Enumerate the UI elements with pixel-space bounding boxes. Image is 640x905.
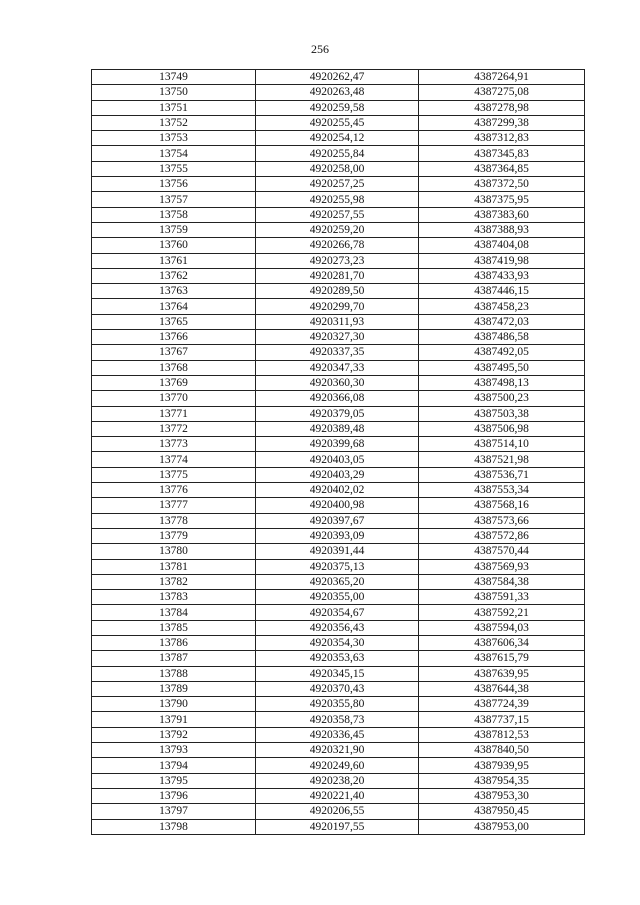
table-row <box>92 712 585 727</box>
point-number-cell: 13792 <box>92 727 256 742</box>
x-coordinate-cell: 4920262,47 <box>256 70 419 85</box>
table-row <box>92 238 585 253</box>
x-coordinate-cell: 4920375,13 <box>256 559 419 574</box>
x-coordinate-cell: 4920299,70 <box>256 299 419 314</box>
point-number-cell: 13753 <box>92 131 256 146</box>
table-row <box>92 131 585 146</box>
point-number-cell: 13786 <box>92 635 256 650</box>
y-coordinate-cell: 4387433,93 <box>419 268 585 283</box>
point-number-cell: 13795 <box>92 773 256 788</box>
coordinates-table-body <box>92 70 585 835</box>
point-number-cell: 13798 <box>92 819 256 834</box>
table-row <box>92 620 585 635</box>
table-row <box>92 207 585 222</box>
table-row <box>92 375 585 390</box>
point-number-cell: 13762 <box>92 268 256 283</box>
x-coordinate-cell: 4920255,45 <box>256 115 419 130</box>
y-coordinate-cell: 4387553,34 <box>419 483 585 498</box>
table-row <box>92 513 585 528</box>
table-row <box>92 528 585 543</box>
table-row <box>92 85 585 100</box>
point-number-cell: 13783 <box>92 590 256 605</box>
point-number-cell: 13751 <box>92 100 256 115</box>
x-coordinate-cell: 4920336,45 <box>256 727 419 742</box>
y-coordinate-cell: 4387472,03 <box>419 314 585 329</box>
y-coordinate-cell: 4387458,23 <box>419 299 585 314</box>
table-row <box>92 651 585 666</box>
x-coordinate-cell: 4920354,67 <box>256 605 419 620</box>
table-row <box>92 773 585 788</box>
x-coordinate-cell: 4920238,20 <box>256 773 419 788</box>
table-row <box>92 161 585 176</box>
x-coordinate-cell: 4920365,20 <box>256 574 419 589</box>
point-number-cell: 13750 <box>92 85 256 100</box>
point-number-cell: 13761 <box>92 253 256 268</box>
table-row <box>92 330 585 345</box>
point-number-cell: 13756 <box>92 177 256 192</box>
y-coordinate-cell: 4387506,98 <box>419 421 585 436</box>
y-coordinate-cell: 4387737,15 <box>419 712 585 727</box>
x-coordinate-cell: 4920354,30 <box>256 635 419 650</box>
x-coordinate-cell: 4920249,60 <box>256 758 419 773</box>
y-coordinate-cell: 4387419,98 <box>419 253 585 268</box>
x-coordinate-cell: 4920254,12 <box>256 131 419 146</box>
y-coordinate-cell: 4387812,53 <box>419 727 585 742</box>
point-number-cell: 13790 <box>92 697 256 712</box>
y-coordinate-cell: 4387584,38 <box>419 574 585 589</box>
table-row <box>92 253 585 268</box>
point-number-cell: 13789 <box>92 681 256 696</box>
x-coordinate-cell: 4920289,50 <box>256 284 419 299</box>
point-number-cell: 13774 <box>92 452 256 467</box>
y-coordinate-cell: 4387570,44 <box>419 544 585 559</box>
point-number-cell: 13775 <box>92 467 256 482</box>
y-coordinate-cell: 4387536,71 <box>419 467 585 482</box>
y-coordinate-cell: 4387568,16 <box>419 498 585 513</box>
x-coordinate-cell: 4920266,78 <box>256 238 419 253</box>
x-coordinate-cell: 4920273,23 <box>256 253 419 268</box>
x-coordinate-cell: 4920327,30 <box>256 330 419 345</box>
y-coordinate-cell: 4387372,50 <box>419 177 585 192</box>
table-row <box>92 437 585 452</box>
x-coordinate-cell: 4920257,55 <box>256 207 419 222</box>
x-coordinate-cell: 4920370,43 <box>256 681 419 696</box>
table-row <box>92 590 585 605</box>
x-coordinate-cell: 4920255,84 <box>256 146 419 161</box>
point-number-cell: 13776 <box>92 483 256 498</box>
point-number-cell: 13782 <box>92 574 256 589</box>
y-coordinate-cell: 4387514,10 <box>419 437 585 452</box>
x-coordinate-cell: 4920257,25 <box>256 177 419 192</box>
x-coordinate-cell: 4920353,63 <box>256 651 419 666</box>
y-coordinate-cell: 4387492,05 <box>419 345 585 360</box>
point-number-cell: 13749 <box>92 70 256 85</box>
point-number-cell: 13754 <box>92 146 256 161</box>
point-number-cell: 13767 <box>92 345 256 360</box>
x-coordinate-cell: 4920337,35 <box>256 345 419 360</box>
x-coordinate-cell: 4920263,48 <box>256 85 419 100</box>
x-coordinate-cell: 4920321,90 <box>256 743 419 758</box>
y-coordinate-cell: 4387498,13 <box>419 375 585 390</box>
y-coordinate-cell: 4387264,91 <box>419 70 585 85</box>
x-coordinate-cell: 4920347,33 <box>256 360 419 375</box>
x-coordinate-cell: 4920259,58 <box>256 100 419 115</box>
table-row <box>92 574 585 589</box>
y-coordinate-cell: 4387592,21 <box>419 605 585 620</box>
point-number-cell: 13759 <box>92 222 256 237</box>
x-coordinate-cell: 4920356,43 <box>256 620 419 635</box>
point-number-cell: 13764 <box>92 299 256 314</box>
point-number-cell: 13793 <box>92 743 256 758</box>
y-coordinate-cell: 4387569,93 <box>419 559 585 574</box>
x-coordinate-cell: 4920391,44 <box>256 544 419 559</box>
x-coordinate-cell: 4920221,40 <box>256 788 419 803</box>
point-number-cell: 13763 <box>92 284 256 299</box>
table-row <box>92 299 585 314</box>
y-coordinate-cell: 4387375,95 <box>419 192 585 207</box>
x-coordinate-cell: 4920393,09 <box>256 528 419 543</box>
x-coordinate-cell: 4920311,93 <box>256 314 419 329</box>
x-coordinate-cell: 4920355,00 <box>256 590 419 605</box>
y-coordinate-cell: 4387503,38 <box>419 406 585 421</box>
point-number-cell: 13794 <box>92 758 256 773</box>
point-number-cell: 13788 <box>92 666 256 681</box>
y-coordinate-cell: 4387573,66 <box>419 513 585 528</box>
table-row <box>92 697 585 712</box>
point-number-cell: 13791 <box>92 712 256 727</box>
point-number-cell: 13769 <box>92 375 256 390</box>
y-coordinate-cell: 4387840,50 <box>419 743 585 758</box>
x-coordinate-cell: 4920366,08 <box>256 391 419 406</box>
table-row <box>92 483 585 498</box>
x-coordinate-cell: 4920399,68 <box>256 437 419 452</box>
table-row <box>92 115 585 130</box>
y-coordinate-cell: 4387724,39 <box>419 697 585 712</box>
y-coordinate-cell: 4387615,79 <box>419 651 585 666</box>
x-coordinate-cell: 4920355,80 <box>256 697 419 712</box>
point-number-cell: 13765 <box>92 314 256 329</box>
y-coordinate-cell: 4387275,08 <box>419 85 585 100</box>
point-number-cell: 13755 <box>92 161 256 176</box>
y-coordinate-cell: 4387495,50 <box>419 360 585 375</box>
x-coordinate-cell: 4920358,73 <box>256 712 419 727</box>
y-coordinate-cell: 4387950,45 <box>419 804 585 819</box>
y-coordinate-cell: 4387345,83 <box>419 146 585 161</box>
point-number-cell: 13778 <box>92 513 256 528</box>
point-number-cell: 13768 <box>92 360 256 375</box>
table-row <box>92 758 585 773</box>
table-row <box>92 360 585 375</box>
table-row <box>92 681 585 696</box>
point-number-cell: 13760 <box>92 238 256 253</box>
point-number-cell: 13771 <box>92 406 256 421</box>
x-coordinate-cell: 4920402,02 <box>256 483 419 498</box>
table-row <box>92 314 585 329</box>
point-number-cell: 13757 <box>92 192 256 207</box>
table-row <box>92 345 585 360</box>
point-number-cell: 13773 <box>92 437 256 452</box>
table-row <box>92 100 585 115</box>
x-coordinate-cell: 4920379,05 <box>256 406 419 421</box>
y-coordinate-cell: 4387939,95 <box>419 758 585 773</box>
table-row <box>92 804 585 819</box>
x-coordinate-cell: 4920345,15 <box>256 666 419 681</box>
table-row <box>92 70 585 85</box>
y-coordinate-cell: 4387364,85 <box>419 161 585 176</box>
point-number-cell: 13772 <box>92 421 256 436</box>
table-row <box>92 544 585 559</box>
y-coordinate-cell: 4387953,30 <box>419 788 585 803</box>
table-row <box>92 727 585 742</box>
y-coordinate-cell: 4387312,83 <box>419 131 585 146</box>
table-row <box>92 467 585 482</box>
table-row <box>92 421 585 436</box>
y-coordinate-cell: 4387954,35 <box>419 773 585 788</box>
page-number: 256 <box>311 42 329 56</box>
point-number-cell: 13758 <box>92 207 256 222</box>
x-coordinate-cell: 4920389,48 <box>256 421 419 436</box>
x-coordinate-cell: 4920197,55 <box>256 819 419 834</box>
x-coordinate-cell: 4920258,00 <box>256 161 419 176</box>
y-coordinate-cell: 4387446,15 <box>419 284 585 299</box>
x-coordinate-cell: 4920403,29 <box>256 467 419 482</box>
table-row <box>92 498 585 513</box>
y-coordinate-cell: 4387500,23 <box>419 391 585 406</box>
point-number-cell: 13752 <box>92 115 256 130</box>
point-number-cell: 13777 <box>92 498 256 513</box>
y-coordinate-cell: 4387606,34 <box>419 635 585 650</box>
y-coordinate-cell: 4387486,58 <box>419 330 585 345</box>
table-row <box>92 284 585 299</box>
table-row <box>92 819 585 834</box>
table-row <box>92 192 585 207</box>
table-row <box>92 743 585 758</box>
table-row <box>92 146 585 161</box>
point-number-cell: 13766 <box>92 330 256 345</box>
y-coordinate-cell: 4387644,38 <box>419 681 585 696</box>
y-coordinate-cell: 4387299,38 <box>419 115 585 130</box>
y-coordinate-cell: 4387572,86 <box>419 528 585 543</box>
y-coordinate-cell: 4387639,95 <box>419 666 585 681</box>
y-coordinate-cell: 4387953,00 <box>419 819 585 834</box>
y-coordinate-cell: 4387383,60 <box>419 207 585 222</box>
point-number-cell: 13787 <box>92 651 256 666</box>
x-coordinate-cell: 4920397,67 <box>256 513 419 528</box>
x-coordinate-cell: 4920281,70 <box>256 268 419 283</box>
point-number-cell: 13797 <box>92 804 256 819</box>
table-row <box>92 559 585 574</box>
point-number-cell: 13781 <box>92 559 256 574</box>
table-row <box>92 605 585 620</box>
x-coordinate-cell: 4920206,55 <box>256 804 419 819</box>
y-coordinate-cell: 4387594,03 <box>419 620 585 635</box>
table-row <box>92 452 585 467</box>
y-coordinate-cell: 4387278,98 <box>419 100 585 115</box>
x-coordinate-cell: 4920255,98 <box>256 192 419 207</box>
point-number-cell: 13784 <box>92 605 256 620</box>
table-row <box>92 391 585 406</box>
y-coordinate-cell: 4387388,93 <box>419 222 585 237</box>
point-number-cell: 13779 <box>92 528 256 543</box>
coordinates-table <box>91 69 585 835</box>
y-coordinate-cell: 4387521,98 <box>419 452 585 467</box>
point-number-cell: 13796 <box>92 788 256 803</box>
table-row <box>92 666 585 681</box>
x-coordinate-cell: 4920360,30 <box>256 375 419 390</box>
table-row <box>92 788 585 803</box>
table-row <box>92 406 585 421</box>
point-number-cell: 13785 <box>92 620 256 635</box>
table-row <box>92 222 585 237</box>
table-row <box>92 635 585 650</box>
y-coordinate-cell: 4387404,08 <box>419 238 585 253</box>
table-row <box>92 268 585 283</box>
x-coordinate-cell: 4920400,98 <box>256 498 419 513</box>
point-number-cell: 13770 <box>92 391 256 406</box>
point-number-cell: 13780 <box>92 544 256 559</box>
x-coordinate-cell: 4920259,20 <box>256 222 419 237</box>
x-coordinate-cell: 4920403,05 <box>256 452 419 467</box>
y-coordinate-cell: 4387591,33 <box>419 590 585 605</box>
table-row <box>92 177 585 192</box>
